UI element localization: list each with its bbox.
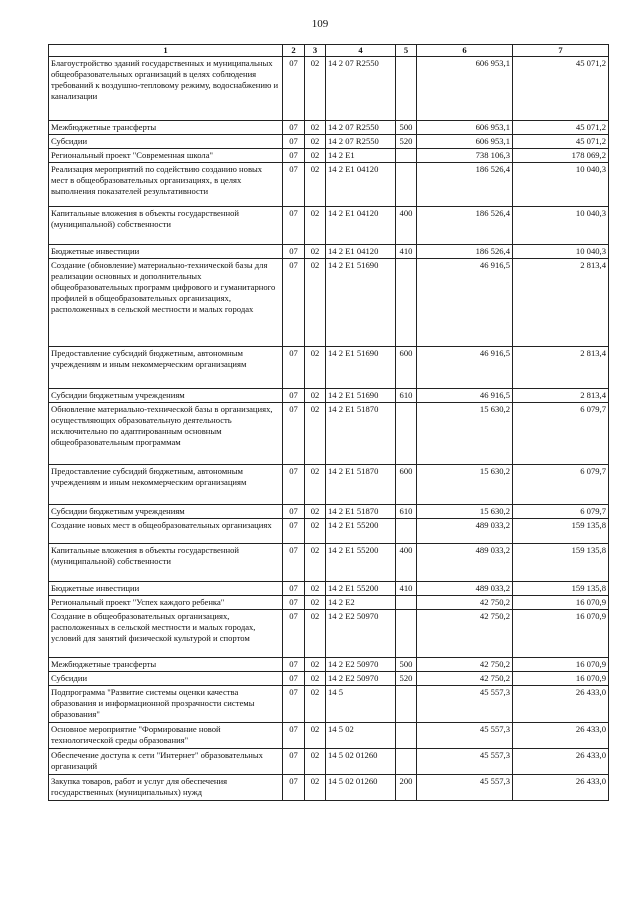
- target-article-code: 14 2 E2 50970: [326, 672, 396, 686]
- expense-type-code: 400: [396, 207, 417, 245]
- amount-1: 489 033,2: [417, 582, 513, 596]
- amount-1: 738 106,3: [417, 149, 513, 163]
- subsection-code: 02: [305, 582, 326, 596]
- amount-2: 10 040,3: [513, 163, 609, 207]
- item-name: Бюджетные инвестиции: [49, 582, 283, 596]
- item-name: Создание (обновление) материально-технической базы для реализации основных и дополнительных общеобразовательных программ цифрового и гуманитарного профилей в общеобразовательных организациях, расположенных в сельской местности и малых городах: [49, 259, 283, 347]
- subsection-code: 02: [305, 347, 326, 389]
- section-code: 07: [283, 135, 305, 149]
- table-row: [49, 582, 609, 596]
- col-header-2: 2: [283, 45, 305, 57]
- amount-1: 606 953,1: [417, 121, 513, 135]
- col-header-5: 5: [396, 45, 417, 57]
- table-row: [49, 519, 609, 544]
- subsection-code: 02: [305, 403, 326, 465]
- table-row: [49, 775, 609, 801]
- target-article-code: 14 2 E2 50970: [326, 658, 396, 672]
- table-body: [49, 57, 609, 801]
- section-code: 07: [283, 207, 305, 245]
- item-name: Реализация мероприятий по содействию созданию новых мест в общеобразовательных организациях, в целях выполнения показателей результативности: [49, 163, 283, 207]
- table-row: [49, 658, 609, 672]
- item-name: Основное мероприятие "Формирование новой технологической среды образования": [49, 723, 283, 749]
- section-code: 07: [283, 347, 305, 389]
- item-name: Межбюджетные трансферты: [49, 658, 283, 672]
- target-article-code: 14 2 E1 51870: [326, 403, 396, 465]
- item-name: Подпрограмма "Развитие системы оценки качества образования и информационной прозрачности системы образования": [49, 686, 283, 723]
- section-code: 07: [283, 389, 305, 403]
- item-name: Обновление материально-технической базы в организациях, осуществляющих образовательную деятельность исключительно по адаптированным основным общеобразовательным программам: [49, 403, 283, 465]
- expense-type-code: [396, 686, 417, 723]
- subsection-code: 02: [305, 658, 326, 672]
- amount-2: 45 071,2: [513, 121, 609, 135]
- section-code: 07: [283, 465, 305, 505]
- item-name: Региональный проект "Современная школа": [49, 149, 283, 163]
- section-code: 07: [283, 610, 305, 658]
- expense-type-code: [396, 403, 417, 465]
- subsection-code: 02: [305, 135, 326, 149]
- amount-2: 2 813,4: [513, 259, 609, 347]
- item-name: Благоустройство зданий государственных и муниципальных общеобразовательных организаций в целях соблюдения требований к воздушно-тепловому режиму, водоснабжению и канализации: [49, 57, 283, 121]
- subsection-code: 02: [305, 723, 326, 749]
- subsection-code: 02: [305, 505, 326, 519]
- expense-type-code: [396, 259, 417, 347]
- table-row: [49, 259, 609, 347]
- col-header-1: 1: [49, 45, 283, 57]
- target-article-code: 14 2 E1 51690: [326, 347, 396, 389]
- amount-1: 45 557,3: [417, 775, 513, 801]
- col-header-3: 3: [305, 45, 326, 57]
- item-name: Субсидии: [49, 135, 283, 149]
- subsection-code: 02: [305, 149, 326, 163]
- target-article-code: 14 2 E1 51690: [326, 389, 396, 403]
- target-article-code: 14 5 02: [326, 723, 396, 749]
- table-row: [49, 672, 609, 686]
- subsection-code: 02: [305, 672, 326, 686]
- subsection-code: 02: [305, 121, 326, 135]
- item-name: Бюджетные инвестиции: [49, 245, 283, 259]
- section-code: 07: [283, 163, 305, 207]
- amount-2: 16 070,9: [513, 610, 609, 658]
- target-article-code: 14 2 E1 51870: [326, 505, 396, 519]
- amount-1: 606 953,1: [417, 135, 513, 149]
- amount-2: 10 040,3: [513, 207, 609, 245]
- item-name: Создание новых мест в общеобразовательных организациях: [49, 519, 283, 544]
- section-code: 07: [283, 57, 305, 121]
- subsection-code: 02: [305, 465, 326, 505]
- expense-type-code: [396, 163, 417, 207]
- table-row: [49, 723, 609, 749]
- target-article-code: 14 2 07 R2550: [326, 135, 396, 149]
- table-row: [49, 749, 609, 775]
- target-article-code: 14 5 02 01260: [326, 775, 396, 801]
- page-number: 109: [311, 18, 329, 30]
- amount-2: 159 135,8: [513, 582, 609, 596]
- target-article-code: 14 2 E1 04120: [326, 207, 396, 245]
- target-article-code: 14 5: [326, 686, 396, 723]
- amount-1: 42 750,2: [417, 658, 513, 672]
- section-code: 07: [283, 775, 305, 801]
- subsection-code: 02: [305, 207, 326, 245]
- target-article-code: 14 2 07 R2550: [326, 121, 396, 135]
- amount-1: 15 630,2: [417, 505, 513, 519]
- amount-1: 489 033,2: [417, 544, 513, 582]
- amount-2: 16 070,9: [513, 658, 609, 672]
- budget-table: [48, 44, 609, 801]
- table-row: [49, 465, 609, 505]
- table-row: [49, 347, 609, 389]
- subsection-code: 02: [305, 259, 326, 347]
- amount-2: 6 079,7: [513, 505, 609, 519]
- item-name: Капитальные вложения в объекты государственной (муниципальной) собственности: [49, 207, 283, 245]
- subsection-code: 02: [305, 749, 326, 775]
- amount-1: 42 750,2: [417, 610, 513, 658]
- section-code: 07: [283, 723, 305, 749]
- section-code: 07: [283, 505, 305, 519]
- amount-2: 6 079,7: [513, 403, 609, 465]
- table-row: [49, 149, 609, 163]
- subsection-code: 02: [305, 245, 326, 259]
- table-row: [49, 403, 609, 465]
- item-name: Капитальные вложения в объекты государственной (муниципальной) собственности: [49, 544, 283, 582]
- amount-2: 45 071,2: [513, 57, 609, 121]
- expense-type-code: [396, 610, 417, 658]
- item-name: Создание в общеобразовательных организациях, расположенных в сельской местности и малых городах, условий для занятий физической культурой и спортом: [49, 610, 283, 658]
- section-code: 07: [283, 582, 305, 596]
- item-name: Закупка товаров, работ и услуг для обеспечения государственных (муниципальных) нужд: [49, 775, 283, 801]
- section-code: 07: [283, 245, 305, 259]
- subsection-code: 02: [305, 596, 326, 610]
- section-code: 07: [283, 121, 305, 135]
- table-row: [49, 245, 609, 259]
- target-article-code: 14 2 E2 50970: [326, 610, 396, 658]
- item-name: Субсидии бюджетным учреждениям: [49, 505, 283, 519]
- section-code: 07: [283, 658, 305, 672]
- amount-1: 186 526,4: [417, 245, 513, 259]
- amount-2: 26 433,0: [513, 723, 609, 749]
- amount-2: 6 079,7: [513, 465, 609, 505]
- expense-type-code: [396, 596, 417, 610]
- table-row: [49, 207, 609, 245]
- expense-type-code: 600: [396, 347, 417, 389]
- target-article-code: 14 2 E1: [326, 149, 396, 163]
- expense-type-code: [396, 723, 417, 749]
- amount-1: 42 750,2: [417, 672, 513, 686]
- amount-2: 16 070,9: [513, 672, 609, 686]
- target-article-code: 14 2 E2: [326, 596, 396, 610]
- amount-1: 42 750,2: [417, 596, 513, 610]
- expense-type-code: 610: [396, 505, 417, 519]
- amount-2: 178 069,2: [513, 149, 609, 163]
- amount-2: 159 135,8: [513, 519, 609, 544]
- amount-2: 2 813,4: [513, 347, 609, 389]
- target-article-code: 14 2 E1 55200: [326, 544, 396, 582]
- expense-type-code: 500: [396, 121, 417, 135]
- expense-type-code: 600: [396, 465, 417, 505]
- table-row: [49, 610, 609, 658]
- target-article-code: 14 2 E1 55200: [326, 519, 396, 544]
- target-article-code: 14 2 E1 55200: [326, 582, 396, 596]
- section-code: 07: [283, 544, 305, 582]
- col-header-4: 4: [326, 45, 396, 57]
- amount-1: 606 953,1: [417, 57, 513, 121]
- expense-type-code: 500: [396, 658, 417, 672]
- subsection-code: 02: [305, 686, 326, 723]
- table-row: [49, 135, 609, 149]
- expense-type-code: [396, 749, 417, 775]
- amount-2: 2 813,4: [513, 389, 609, 403]
- header-row: [49, 45, 609, 57]
- amount-1: 186 526,4: [417, 207, 513, 245]
- section-code: 07: [283, 686, 305, 723]
- item-name: Обеспечение доступа к сети "Интернет" образовательных организаций: [49, 749, 283, 775]
- target-article-code: 14 2 E1 51870: [326, 465, 396, 505]
- amount-1: 489 033,2: [417, 519, 513, 544]
- amount-1: 15 630,2: [417, 403, 513, 465]
- target-article-code: 14 5 02 01260: [326, 749, 396, 775]
- amount-2: 26 433,0: [513, 749, 609, 775]
- expense-type-code: 400: [396, 544, 417, 582]
- amount-1: 45 557,3: [417, 749, 513, 775]
- amount-2: 10 040,3: [513, 245, 609, 259]
- subsection-code: 02: [305, 163, 326, 207]
- item-name: Предоставление субсидий бюджетным, автономным учреждениям и иным некоммерческим организациям: [49, 347, 283, 389]
- subsection-code: 02: [305, 389, 326, 403]
- expense-type-code: 610: [396, 389, 417, 403]
- amount-1: 46 916,5: [417, 389, 513, 403]
- item-name: Региональный проект "Успех каждого ребенка": [49, 596, 283, 610]
- subsection-code: 02: [305, 57, 326, 121]
- item-name: Межбюджетные трансферты: [49, 121, 283, 135]
- amount-2: 26 433,0: [513, 775, 609, 801]
- table-row: [49, 505, 609, 519]
- table-row: [49, 389, 609, 403]
- table-row: [49, 163, 609, 207]
- amount-1: 186 526,4: [417, 163, 513, 207]
- subsection-code: 02: [305, 775, 326, 801]
- expense-type-code: [396, 149, 417, 163]
- section-code: 07: [283, 403, 305, 465]
- expense-type-code: 520: [396, 672, 417, 686]
- expense-type-code: [396, 57, 417, 121]
- amount-2: 26 433,0: [513, 686, 609, 723]
- amount-1: 45 557,3: [417, 723, 513, 749]
- target-article-code: 14 2 E1 04120: [326, 163, 396, 207]
- col-header-6: 6: [417, 45, 513, 57]
- target-article-code: 14 2 07 R2550: [326, 57, 396, 121]
- target-article-code: 14 2 E1 04120: [326, 245, 396, 259]
- amount-2: 159 135,8: [513, 544, 609, 582]
- section-code: 07: [283, 596, 305, 610]
- amount-1: 45 557,3: [417, 686, 513, 723]
- expense-type-code: [396, 519, 417, 544]
- section-code: 07: [283, 519, 305, 544]
- amount-2: 16 070,9: [513, 596, 609, 610]
- item-name: Субсидии бюджетным учреждениям: [49, 389, 283, 403]
- section-code: 07: [283, 149, 305, 163]
- target-article-code: 14 2 E1 51690: [326, 259, 396, 347]
- expense-type-code: 200: [396, 775, 417, 801]
- table-row: [49, 57, 609, 121]
- col-header-7: 7: [513, 45, 609, 57]
- table-row: [49, 544, 609, 582]
- amount-2: 45 071,2: [513, 135, 609, 149]
- section-code: 07: [283, 749, 305, 775]
- table-row: [49, 686, 609, 723]
- amount-1: 46 916,5: [417, 259, 513, 347]
- table-row: [49, 121, 609, 135]
- item-name: Предоставление субсидий бюджетным, автономным учреждениям и иным некоммерческим организациям: [49, 465, 283, 505]
- amount-1: 46 916,5: [417, 347, 513, 389]
- table-row: [49, 596, 609, 610]
- section-code: 07: [283, 259, 305, 347]
- section-code: 07: [283, 672, 305, 686]
- expense-type-code: 520: [396, 135, 417, 149]
- amount-1: 15 630,2: [417, 465, 513, 505]
- subsection-code: 02: [305, 610, 326, 658]
- expense-type-code: 410: [396, 245, 417, 259]
- subsection-code: 02: [305, 544, 326, 582]
- expense-type-code: 410: [396, 582, 417, 596]
- item-name: Субсидии: [49, 672, 283, 686]
- subsection-code: 02: [305, 519, 326, 544]
